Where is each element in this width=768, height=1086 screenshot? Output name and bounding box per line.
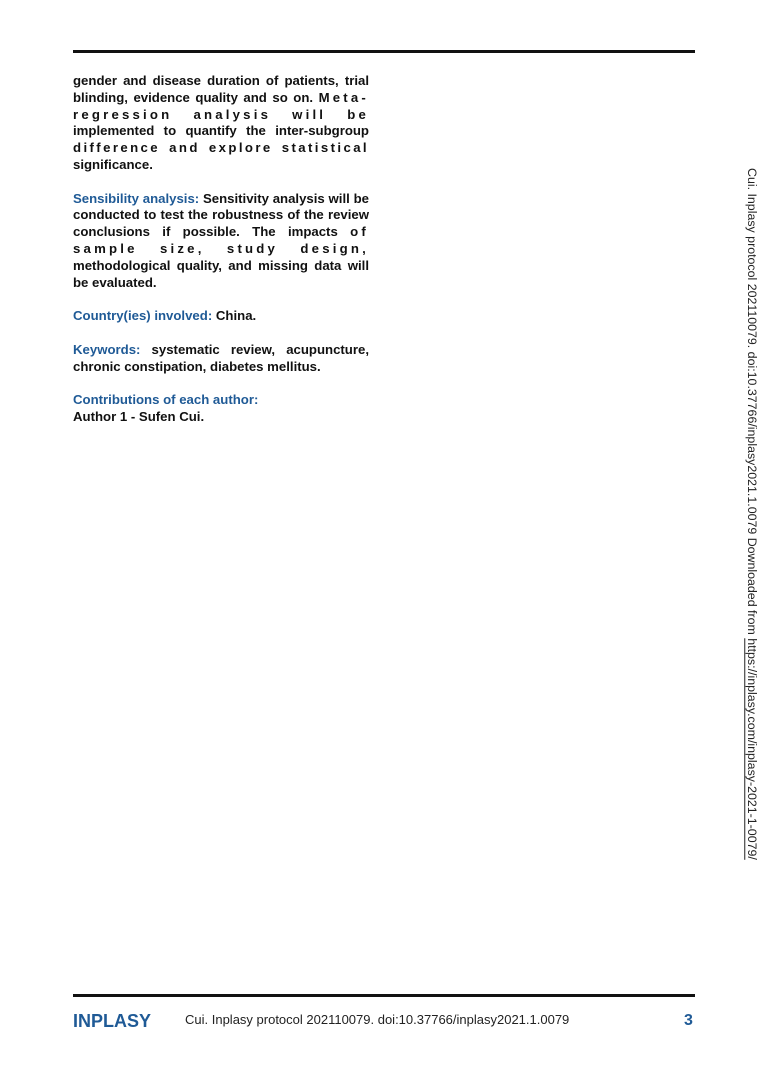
footer-citation: Cui. Inplasy protocol 202110079. doi:10.37766/inplasy2021.1.0079 — [185, 1012, 570, 1027]
contributions-heading: Contributions of each author: — [73, 392, 259, 408]
keywords-line2: chronic constipation, diabetes mellitus. — [73, 358, 321, 374]
sensibility-line2: be conducted to test the robustness of the — [73, 190, 369, 223]
sensibility-line3: review conclusions if possible. The impacts — [73, 207, 369, 240]
main-column — [73, 73, 369, 443]
footer-brand-logo: INPLASY — [73, 1011, 152, 1031]
para1-line3: Meta-regression analysis will be — [73, 89, 369, 122]
top-rule — [73, 50, 695, 53]
para1-line2: trial blinding, evidence quality and so on. — [73, 73, 369, 105]
keywords-line1: systematic review, acupuncture, — [151, 341, 369, 357]
sensibility-line1: Sensitivity analysis will — [202, 190, 350, 206]
contributions-author1: Author 1 - Sufen Cui. — [73, 408, 205, 424]
para1-line5: difference and explore statistical — [73, 140, 369, 156]
sensibility-heading: Sensibility analysis: — [73, 190, 200, 206]
subgroup-paragraph — [73, 73, 369, 174]
side-citation — [737, 168, 767, 908]
side-citation-link[interactable]: https://inplasy.com/inplasy-2021-1-0079/ — [745, 638, 759, 860]
side-citation-text: Cui. Inplasy protocol 202110079. doi:10.37766/inplasy2021.1.0079 Downloaded from — [745, 168, 759, 639]
para1-line6: significance. — [73, 156, 153, 172]
keywords-paragraph — [73, 342, 369, 376]
bottom-rule — [73, 994, 695, 997]
country-paragraph — [73, 308, 369, 325]
sensibility-line6: will be evaluated. — [73, 257, 369, 290]
country-heading: Country(ies) involved: — [73, 308, 213, 324]
country-value: China. — [215, 308, 257, 324]
sensibility-line5: methodological quality, and missing data — [73, 257, 342, 273]
para1-line4: implemented to quantify the inter-subgroup — [73, 123, 369, 139]
para1-line1: gender and disease duration of patients, — [73, 73, 339, 88]
contributions-paragraph — [73, 392, 369, 426]
page-number: 3 — [684, 1012, 693, 1029]
sensibility-paragraph — [73, 191, 369, 292]
keywords-heading: Keywords: — [73, 341, 141, 357]
sensibility-line4: of sample size, study design, — [73, 224, 369, 256]
